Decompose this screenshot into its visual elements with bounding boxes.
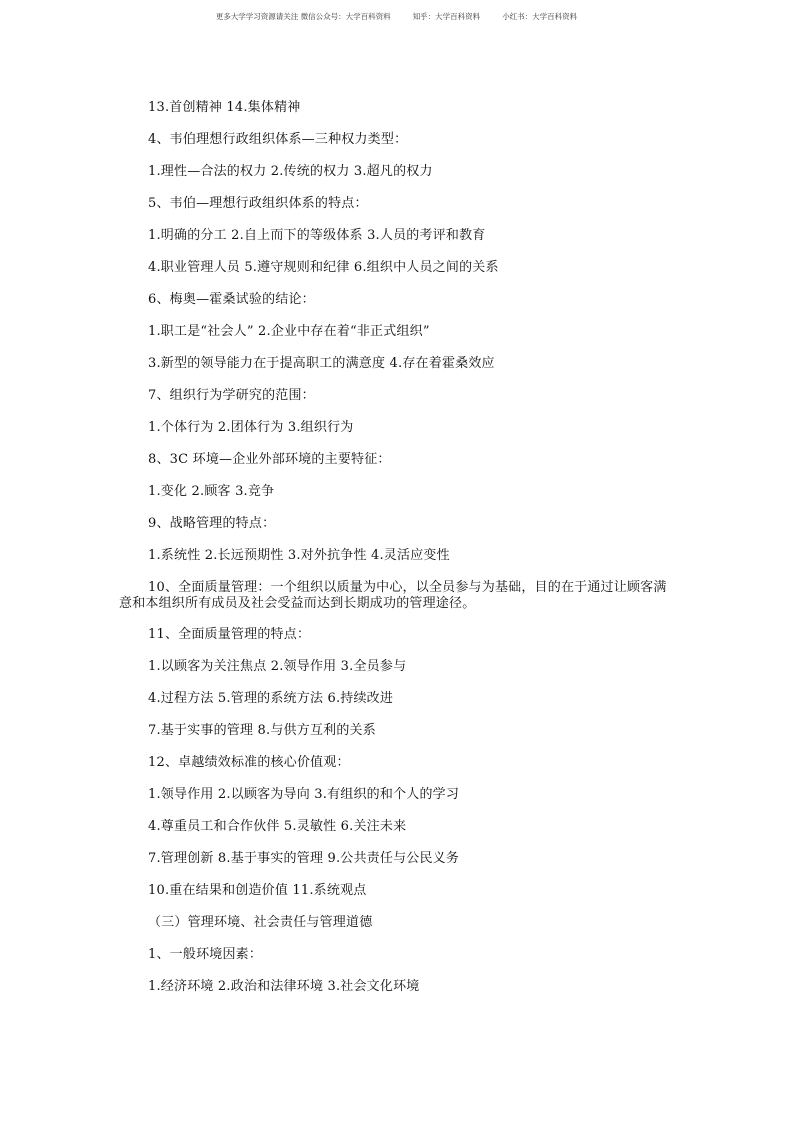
text-line: 10.重在结果和创造价值 11.系统观点 (148, 883, 367, 898)
section-heading: 6、梅奥—霍桑试验的结论： (148, 292, 315, 307)
text-line: 4.职业管理人员 5.遵守规则和纪律 6.组织中人员之间的关系 (148, 260, 499, 275)
text-line: 7.管理创新 8.基于事实的管理 9.公共责任与公民义务 (148, 851, 460, 866)
definition-paragraph: 10、全面质量管理：一个组织以质量为中心，以全员参与为基础，目的在于通过让顾客满意和本组织所有成员及社会受益而达到长期成功的管理途径。 (119, 580, 667, 611)
section-heading: 4、韦伯理想行政组织体系—三种权力类型： (148, 132, 408, 147)
text-line: 1.系统性 2.长远预期性 3.对外抗争性 4.灵活应变性 (148, 548, 450, 563)
header-xiaohongshu-text: 小红书：大学百科资料 (502, 12, 578, 21)
text-line: 1.变化 2.顾客 3.竞争 (148, 484, 275, 499)
text-line: 13.首创精神 14.集体精神 (148, 100, 301, 115)
section-heading: 11、全面质量管理的特点： (148, 627, 311, 642)
page-header (0, 11, 793, 22)
text-line: 7.基于实事的管理 8.与供方互利的关系 (148, 723, 376, 738)
header-zhihu-text: 知乎：大学百科资料 (412, 12, 481, 21)
section-heading: 1、一般环境因素： (148, 947, 263, 962)
text-line: 1.个体行为 2.团体行为 3.组织行为 (148, 420, 354, 435)
text-line: 1.领导作用 2.以顾客为导向 3.有组织的和个人的学习 (148, 787, 460, 802)
text-line: 1.职工是“社会人” 2.企业中存在着“非正式组织” (148, 324, 430, 339)
text-line: 4.尊重员工和合作伙伴 5.灵敏性 6.关注未来 (148, 819, 407, 834)
section-heading: 8、3C 环境—企业外部环境的主要特征： (148, 452, 391, 467)
section-heading: 9、战略管理的特点： (148, 516, 276, 531)
section-heading: 7、组织行为学研究的范围： (148, 388, 315, 403)
text-line: 3.新型的领导能力在于提高职工的满意度 4.存在着霍桑效应 (148, 356, 495, 371)
section-heading: 12、卓越绩效标准的核心价值观： (148, 755, 350, 770)
text-line: 1.经济环境 2.政治和法律环境 3.社会文化环境 (148, 979, 420, 994)
text-line: 4.过程方法 5.管理的系统方法 6.持续改进 (148, 691, 394, 706)
text-line: 1.明确的分工 2.自上而下的等级体系 3.人员的考评和教育 (148, 228, 486, 243)
text-line: 1.理性—合法的权力 2.传统的权力 3.超凡的权力 (148, 164, 433, 179)
header-wechat-text: 更多大学学习资源请关注 微信公众号：大学百科资料 (215, 12, 391, 21)
chapter-heading: （三）管理环境、社会责任与管理道德 (148, 915, 373, 930)
text-line: 1.以顾客为关注焦点 2.领导作用 3.全员参与 (148, 659, 407, 674)
section-heading: 5、韦伯—理想行政组织体系的特点： (148, 196, 368, 211)
